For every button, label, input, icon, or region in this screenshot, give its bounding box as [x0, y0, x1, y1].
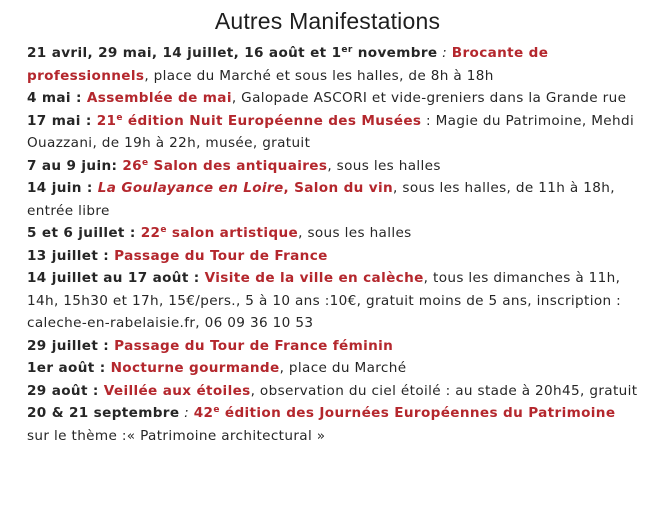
list-item [27, 222, 639, 245]
list-item [27, 42, 639, 87]
event-date-text: novembre [352, 45, 438, 61]
event-title: Nocturne gourmande [110, 360, 280, 376]
event-title-italic: La Goulayance en Loire [97, 180, 284, 196]
edition-number: 26 [122, 157, 142, 174]
edition-superscript: e [213, 405, 220, 415]
event-date: 4 mai [27, 90, 71, 106]
separator: : [98, 247, 115, 264]
event-date: 29 août [27, 382, 88, 399]
list-item [27, 155, 639, 178]
event-title-text: édition des Journées Européennes du Patrimoine [219, 405, 616, 421]
event-date [27, 45, 437, 61]
events-list [27, 42, 639, 447]
separator: : [111, 157, 123, 174]
event-details: , place du Marché [279, 360, 407, 376]
event-date-text: 21 avril, 29 mai, 14 juillet, 16 août et 1 [27, 45, 342, 61]
edition-number: 22 [140, 225, 161, 241]
event-title: , Salon du vin [283, 180, 394, 196]
event-title: Passage du Tour de France féminin [114, 337, 394, 354]
edition-superscript: e [116, 112, 123, 123]
page-title: Autres Manifestations [214, 8, 441, 34]
event-title: Brocante de professionnels [27, 45, 549, 84]
event-title [97, 113, 422, 129]
separator: : [179, 405, 194, 421]
edition-superscript: e [160, 225, 167, 235]
list-item [27, 110, 639, 155]
list-item [27, 245, 639, 268]
separator: : [80, 112, 97, 129]
event-title-text: édition Nuit Européenne des Musées [122, 112, 422, 129]
separator: : [437, 45, 452, 61]
list-item [27, 177, 639, 222]
event-details: , sous les halles [298, 225, 412, 241]
event-details: , sous les halles, de 11h à 18h, entrée libre [27, 180, 615, 219]
event-date: 20 & 21 septembre [27, 405, 180, 421]
event-title: Veillée aux étoiles [103, 382, 251, 399]
list-item [27, 402, 639, 447]
event-date: 14 juillet au 17 août [27, 270, 189, 286]
event-date: 29 juillet [27, 337, 99, 354]
list-item [27, 335, 639, 358]
event-date: 13 juillet [27, 247, 99, 264]
list-item [27, 357, 639, 380]
event-date: 5 et 6 juillet [27, 225, 125, 241]
event-date: 1er août [27, 360, 95, 376]
event-title [194, 405, 616, 421]
event-details: , Galopade ASCORI et vide-greniers dans la Grande rue [231, 90, 627, 106]
event-title: Assemblée de mai [86, 90, 232, 106]
event-details: , sous les halles [327, 157, 441, 174]
edition-number: 42 [193, 405, 214, 421]
separator: : [98, 337, 115, 354]
event-title: Visite de la ville en calèche [204, 270, 424, 286]
edition-superscript: e [142, 157, 149, 168]
separator: : [87, 382, 104, 399]
event-date: 17 mai [27, 112, 81, 129]
event-details: sur le thème :« Patrimoine architectural » [27, 427, 326, 444]
event-details: , observation du ciel étoilé : au stade à 20h45, gratuit [250, 382, 638, 399]
event-details: , tous les dimanches à 11h, 14h, 15h30 et 17h, 15€/pers., 5 à 10 ans :10€, gratuit moins de 5 ans, inscription : caleche-en-rabelaisie.fr, 06 09 36 10 53 [27, 270, 622, 331]
event-date: 7 au 9 juin [27, 157, 112, 174]
event-title-text: Salon des antiquaires [148, 157, 328, 174]
event-details: , place du Marché et sous les halles, de 8h à 18h [144, 67, 494, 84]
separator: : [81, 180, 98, 196]
separator: : [124, 225, 141, 241]
event-date: 14 juin [27, 180, 82, 196]
event-title: Passage du Tour de France [114, 247, 328, 264]
event-title-text: salon artistique [166, 225, 299, 241]
separator: : [188, 270, 205, 286]
list-item [27, 87, 639, 110]
date-superscript: er [341, 45, 353, 55]
edition-number: 21 [96, 112, 117, 129]
list-item [27, 267, 639, 335]
list-item [27, 380, 639, 403]
separator: : [70, 90, 87, 106]
event-title [141, 225, 298, 241]
separator: : [94, 360, 111, 376]
event-details: : Magie du Patrimoine, Mehdi Ouazzani, de 19h à 22h, musée, gratuit [27, 112, 635, 151]
event-title [122, 158, 327, 174]
